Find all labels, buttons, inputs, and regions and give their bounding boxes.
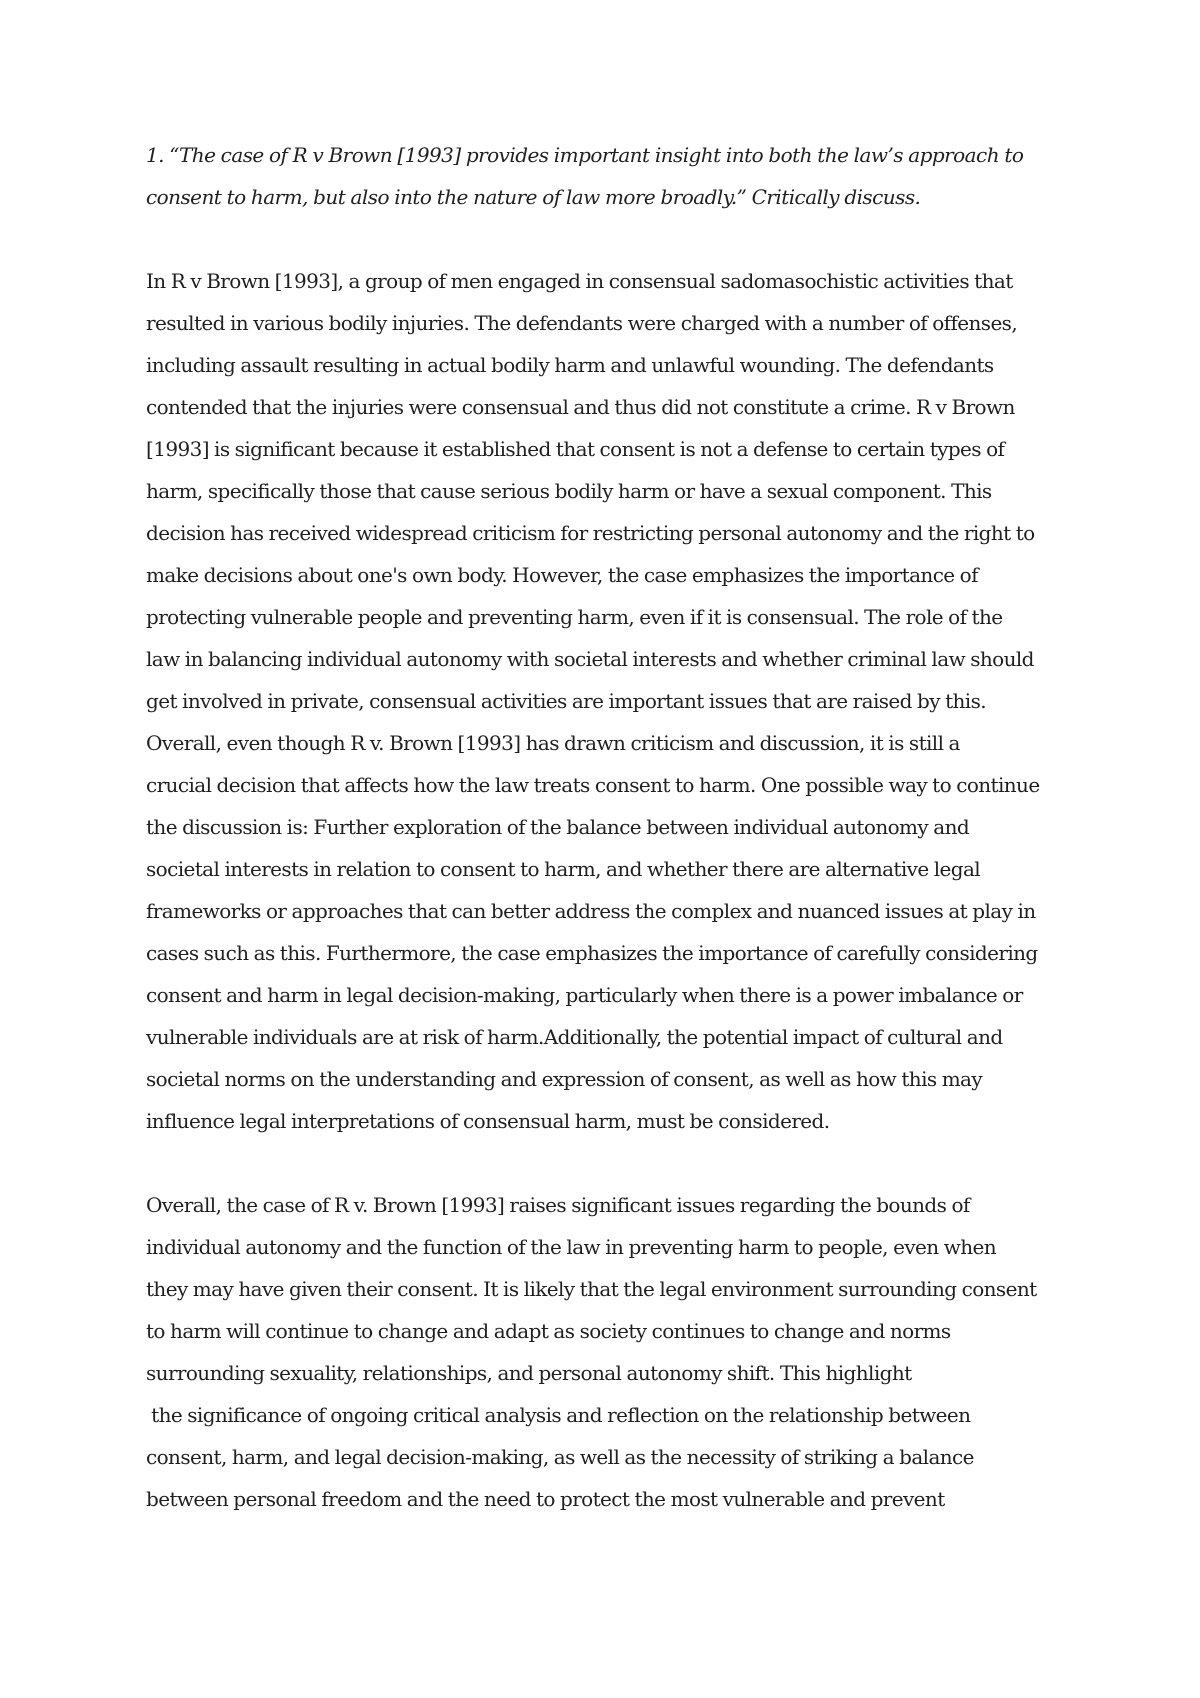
paragraph-line: protecting vulnerable people and preventing harm, even if it is consensual. The role of the [146,605,1003,629]
paragraph-line: resulted in various bodily injuries. The defendants were charged with a number of offenses, [146,311,1018,335]
paragraph-2 [146,1184,1076,1520]
paragraph-line: between personal freedom and the need to protect the most vulnerable and prevent [146,1487,945,1511]
paragraph-line: to harm will continue to change and adapt as society continues to change and norms [146,1319,951,1343]
paragraph-line: [1993] is significant because it established that consent is not a defense to certain types of [146,437,1005,461]
paragraph-line: surrounding sexuality, relationships, and personal autonomy shift. This highlight [146,1361,912,1385]
paragraph-line: law in balancing individual autonomy with societal interests and whether criminal law should [146,647,1034,671]
paragraph-line: harm, specifically those that cause serious bodily harm or have a sexual component. This [146,479,992,503]
paragraph-line: individual autonomy and the function of the law in preventing harm to people, even when [146,1235,997,1259]
paragraph-line: the discussion is: Further exploration of the balance between individual autonomy and [146,815,970,839]
paragraph-line: consent, harm, and legal decision-making, as well as the necessity of striking a balance [146,1445,974,1469]
paragraph-line: societal norms on the understanding and expression of consent, as well as how this may [146,1067,983,1091]
question-line: 1. “The case of R v Brown [1993] provides important insight into both the law’s approach to [146,143,1024,167]
paragraph-line: Overall, the case of R v. Brown [1993] raises significant issues regarding the bounds of [146,1193,970,1217]
paragraph-spacer [146,218,1076,260]
paragraph-line: consent and harm in legal decision-making, particularly when there is a power imbalance or [146,983,1023,1007]
paragraph-spacer [146,1142,1076,1184]
paragraph-line: Overall, even though R v. Brown [1993] has drawn criticism and discussion, it is still a [146,731,960,755]
essay-question [146,134,1076,218]
paragraph-line: crucial decision that affects how the law treats consent to harm. One possible way to continue [146,773,1040,797]
paragraph-line: including assault resulting in actual bodily harm and unlawful wounding. The defendants [146,353,994,377]
paragraph-line: they may have given their consent. It is likely that the legal environment surrounding consent [146,1277,1037,1301]
paragraph-line: In R v Brown [1993], a group of men engaged in consensual sadomasochistic activities that [146,269,1013,293]
paragraph-1 [146,260,1076,1142]
paragraph-line: vulnerable individuals are at risk of harm.Additionally, the potential impact of cultural and [146,1025,1003,1049]
paragraph-line: get involved in private, consensual activities are important issues that are raised by this. [146,689,987,713]
paragraph-line: influence legal interpretations of consensual harm, must be considered. [146,1109,830,1133]
question-line: consent to harm, but also into the nature of law more broadly.” Critically discuss. [146,185,921,209]
paragraph-line: contended that the injuries were consensual and thus did not constitute a crime. R v Brown [146,395,1015,419]
paragraph-line: societal interests in relation to consent to harm, and whether there are alternative legal [146,857,981,881]
paragraph-line: make decisions about one's own body. However, the case emphasizes the importance of [146,563,978,587]
paragraph-line: cases such as this. Furthermore, the case emphasizes the importance of carefully considering [146,941,1038,965]
paragraph-line: frameworks or approaches that can better address the complex and nuanced issues at play in [146,899,1036,923]
paragraph-line: the significance of ongoing critical analysis and reflection on the relationship between [146,1403,971,1427]
paragraph-line: decision has received widespread criticism for restricting personal autonomy and the right to [146,521,1035,545]
document-body [146,134,1076,1520]
